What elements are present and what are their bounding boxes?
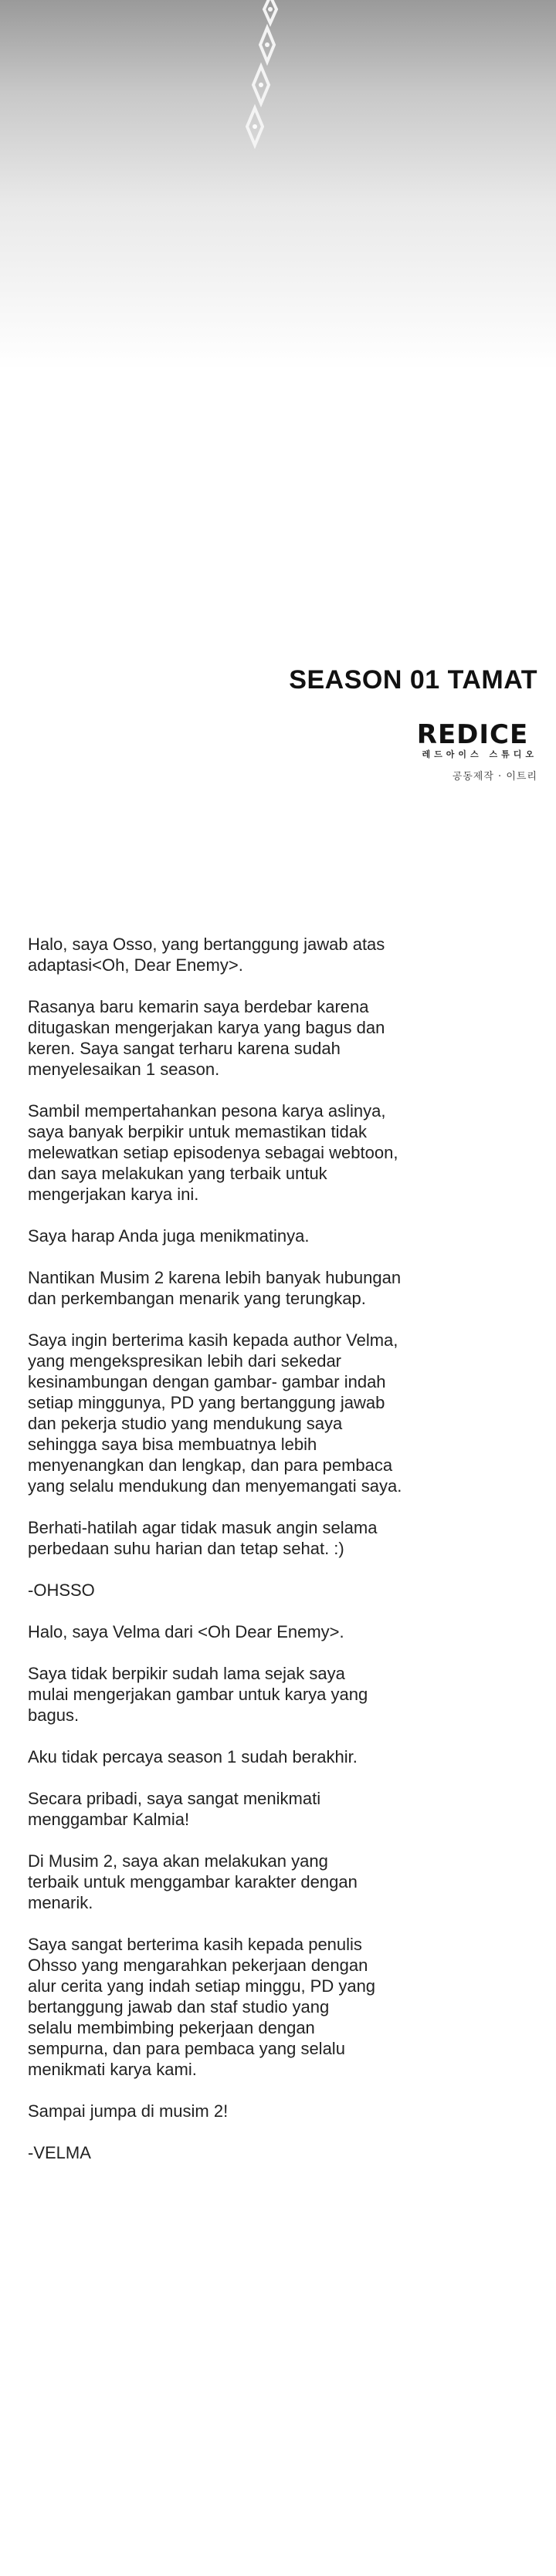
note-paragraph: Di Musim 2, saya akan melakukan yang terbaik untuk menggambar karakter dengan menarik. (28, 1851, 358, 1912)
note-paragraph: Nantikan Musim 2 karena lebih banyak hubungan dan perkembangan menarik yang terungkap. (28, 1268, 402, 1308)
note-paragraph: Saya ingin berterima kasih kepada author Velma, yang mengekspresikan lebih dari sekedar kesinambungan dengan gambar- gambar indah setiap minggunya, PD yang bertanggung jawab dan pekerja studio yang mendukung saya sehingga saya bisa membuatnya lebih menyenangkan dan lengkap, dan para pembaca yang selalu mendukung dan menyemangati saya. (28, 1330, 402, 1496)
studio-logo-mark (408, 722, 537, 746)
note-paragraph: Sambil mempertahankan pesona karya aslinya, saya banyak berpikir untuk memastikan tidak melewatkan setiap episodenya sebagai webtoon, dan saya melakukan yang terbaik untuk mengerjakan karya ini. (28, 1101, 398, 1204)
note-paragraph: Rasanya baru kemarin saya berdebar karena ditugaskan mengerjakan karya yang bagus dan keren. Saya sangat terharu karena sudah menyelesaikan 1 season. (28, 997, 385, 1079)
studio-logo-text: REDICE (416, 722, 529, 746)
note-paragraph: Sampai jumpa di musim 2! (28, 2101, 229, 2121)
note-paragraph: Saya harap Anda juga menikmatinya. (28, 1226, 310, 1246)
note-signature: -VELMA (28, 2143, 91, 2162)
chain-ornament-icon (232, 0, 293, 170)
note-paragraph: Saya tidak berpikir sudah lama sejak saya mulai mengerjakan gambar untuk karya yang bagus. (28, 1664, 368, 1725)
season-title: SEASON 01 TAMAT (289, 665, 537, 695)
note-paragraph: Secara pribadi, saya sangat menikmati menggambar Kalmia! (28, 1789, 321, 1829)
production-credit: 공동제작 · 이트리 (452, 771, 537, 783)
studio-subtitle: 레드아이스 스튜디오 (422, 749, 537, 759)
note-paragraph: Saya sangat berterima kasih kepada penulis Ohsso yang mengarahkan pekerjaan dengan alur cerita yang indah setiap minggu, PD yang bertanggung jawab dan staf studio yang selalu membimbing pekerjaan dengan sempurna, dan para pembaca yang selalu menikmati karya kami. (28, 1935, 376, 2079)
studio-logo (406, 722, 537, 783)
author-notes (28, 934, 507, 2184)
note-signature: -OHSSO (28, 1580, 95, 1600)
note-paragraph: Aku tidak percaya season 1 sudah berakhir. (28, 1747, 358, 1766)
note-paragraph: Berhati-hatilah agar tidak masuk angin selama perbedaan suhu harian dan tetap sehat. :) (28, 1518, 378, 1558)
note-paragraph: Halo, saya Osso, yang bertanggung jawab atas adaptasi<Oh, Dear Enemy>. (28, 935, 385, 975)
note-paragraph: Halo, saya Velma dari <Oh Dear Enemy>. (28, 1622, 344, 1641)
